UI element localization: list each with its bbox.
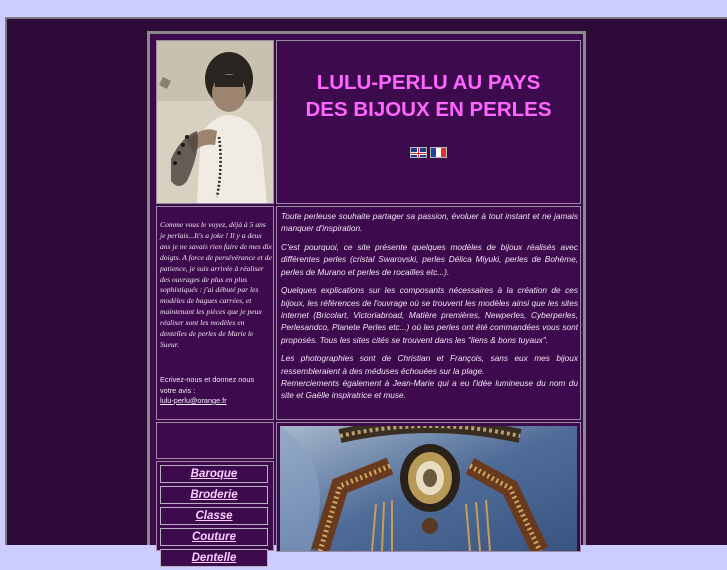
title-panel — [276, 40, 581, 204]
france-flag-icon[interactable] — [430, 147, 447, 158]
description-panel — [276, 206, 581, 420]
site-title-line2: DES BIJOUX EN PERLES — [305, 98, 552, 121]
spacer-panel — [156, 422, 274, 459]
jewelry-photo — [280, 426, 577, 551]
child-photo — [156, 40, 274, 204]
contact-prompt: Ecrivez-nous et donnez nous votre avis : — [160, 375, 255, 395]
site-title — [277, 69, 580, 123]
menu-list — [160, 465, 268, 570]
menu-item-broderie[interactable]: Broderie — [160, 486, 268, 504]
jewelry-panel — [276, 422, 581, 552]
menu-item-dentelle[interactable]: Dentelle — [160, 549, 268, 567]
paragraph-1: Toute perleuse souhaite partager sa passion, évoluer à tout instant et ne jamais manquer d'inspiration. — [281, 211, 578, 234]
description-text — [281, 210, 578, 402]
category-menu — [156, 461, 274, 564]
main-frame — [147, 31, 586, 564]
uk-flag-icon[interactable] — [410, 147, 427, 158]
site-title-line1: LULU-PERLU AU PAYS — [316, 71, 541, 94]
contact-block — [160, 375, 272, 407]
intro-text: Comme vous le voyez, déjà à 5 ans je perlais...It's a joke ! Il y a deux ans je ne savais rien faire de mes dix doigts. A force de persévérance et de patience, je suis arrivée à réaliser des ouvrages de plus en plus sophistiqués : j'ai débuté par les modèles de bagues carrées, et maintenant les pièces que je peux réaliser sont les modèles en dentelles de perles de Marie le Sueur. — [160, 220, 272, 349]
menu-item-baroque[interactable]: Baroque — [160, 465, 268, 483]
paragraph-2: C'est pourquoi, ce site présente quelques modèles de bijoux réalisés avec différentes perles (cristal Swarovski, perles Délica Miyuki, perles de Bohème, perles de Murano et perles de rocailles etc...). — [281, 242, 578, 277]
intro-panel — [156, 206, 274, 420]
paragraph-4b: Remerciements également à Jean-Marie qui a eu l'idée lumineuse du nom du site et Gaëlle inspiratrice et muse. — [281, 378, 578, 401]
language-flags — [410, 147, 447, 158]
email-link[interactable]: lulu-perlu@orange.fr — [160, 396, 227, 405]
paragraph-3: Quelques explications sur les composants nécessaires à la création de ces bijoux, les références de l'ouvrage où se trouvent les modèles ainsi que les sites internet (Bricolart, Victoriabroad, Matière premières, Newperles, Cyberperles, Perlesandco, Planete Perles etc...) où les perles ont été commandées vous sont proposés. Tous les sites cités se trouvent dans les "liens & bons tuyaux". — [281, 285, 578, 345]
menu-item-classe[interactable]: Classe — [160, 507, 268, 525]
paragraph-4a: Les photographies sont de Christian et François, sans eux mes bijoux ressembleraient à des méduses échouées sur la plage. — [281, 353, 578, 376]
menu-item-couture[interactable]: Couture — [160, 528, 268, 546]
